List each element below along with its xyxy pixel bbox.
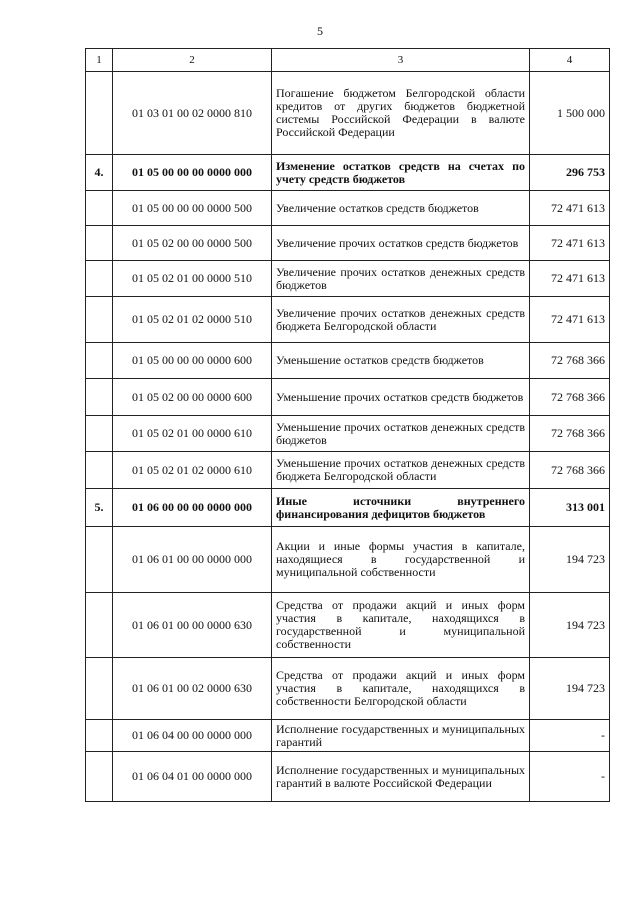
budget-code: 01 05 00 00 00 0000 600 [113,343,272,379]
table-row [86,752,610,802]
row-description: Увеличение прочих остатков денежных средств бюджетов [272,261,530,297]
row-amount: 194 723 [530,593,610,658]
budget-code: 01 06 04 01 00 0000 000 [113,752,272,802]
table-row [86,527,610,593]
table-row [86,261,610,297]
budget-code: 01 05 02 01 02 0000 510 [113,297,272,343]
row-number [86,658,113,720]
table-row [86,416,610,452]
row-amount: 194 723 [530,658,610,720]
table-row [86,297,610,343]
row-amount: 72 768 366 [530,343,610,379]
budget-code: 01 05 00 00 00 0000 500 [113,191,272,226]
row-amount: 313 001 [530,489,610,527]
row-number [86,191,113,226]
row-number [86,379,113,416]
row-description: Увеличение остатков средств бюджетов [272,191,530,226]
row-amount: - [530,720,610,752]
row-description: Уменьшение прочих остатков денежных средств бюджетов [272,416,530,452]
row-description: Увеличение прочих остатков денежных средств бюджета Белгородской области [272,297,530,343]
row-amount: 1 500 000 [530,72,610,155]
row-number: 5. [86,489,113,527]
row-amount: 72 768 366 [530,416,610,452]
table-row [86,658,610,720]
row-number [86,343,113,379]
table-row [86,155,610,191]
row-number: 4. [86,155,113,191]
table-row [86,343,610,379]
row-amount: 194 723 [530,527,610,593]
budget-code: 01 05 02 00 00 0000 600 [113,379,272,416]
row-amount: 72 471 613 [530,297,610,343]
row-number [86,527,113,593]
row-amount: 296 753 [530,155,610,191]
row-description: Акции и иные формы участия в капитале, находящиеся в государственной и муниципальной собственности [272,527,530,593]
column-header-3: 3 [272,49,530,72]
row-amount: - [530,752,610,802]
budget-code: 01 06 01 00 02 0000 630 [113,658,272,720]
table-row [86,379,610,416]
row-amount: 72 471 613 [530,226,610,261]
row-description: Погашение бюджетом Белгородской области кредитов от других бюджетов бюджетной системы Российской Федерации в валюте Российской Федерации [272,72,530,155]
table-row [86,191,610,226]
budget-code: 01 06 00 00 00 0000 000 [113,489,272,527]
row-number [86,720,113,752]
row-amount: 72 471 613 [530,191,610,226]
row-description: Исполнение государственных и муниципальных гарантий [272,720,530,752]
column-header-2: 2 [113,49,272,72]
budget-code: 01 06 01 00 00 0000 000 [113,527,272,593]
table-row [86,226,610,261]
column-header-4: 4 [530,49,610,72]
row-description: Уменьшение прочих остатков денежных средств бюджета Белгородской области [272,452,530,489]
sources-financing-table [85,48,610,802]
row-description: Средства от продажи акций и иных форм участия в капитале, находящихся в собственности Белгородской области [272,658,530,720]
row-amount: 72 768 366 [530,379,610,416]
budget-code: 01 05 00 00 00 0000 000 [113,155,272,191]
row-number [86,593,113,658]
row-description: Увеличение прочих остатков средств бюджетов [272,226,530,261]
table-row [86,72,610,155]
table-row [86,720,610,752]
budget-code: 01 05 02 01 02 0000 610 [113,452,272,489]
row-number [86,72,113,155]
table-row [86,452,610,489]
row-number [86,297,113,343]
row-number [86,416,113,452]
row-number [86,752,113,802]
row-description: Средства от продажи акций и иных форм участия в капитале, находящихся в государственной и муниципальной собственности [272,593,530,658]
budget-code: 01 06 01 00 00 0000 630 [113,593,272,658]
budget-code: 01 05 02 01 00 0000 610 [113,416,272,452]
row-number [86,452,113,489]
table-row [86,489,610,527]
row-amount: 72 768 366 [530,452,610,489]
row-amount: 72 471 613 [530,261,610,297]
table-row [86,593,610,658]
page-number: 5 [317,24,323,38]
budget-code: 01 03 01 00 02 0000 810 [113,72,272,155]
column-header-1: 1 [86,49,113,72]
row-description: Уменьшение остатков средств бюджетов [272,343,530,379]
row-number [86,226,113,261]
table-header-row [86,49,610,72]
row-description: Изменение остатков средств на счетах по учету средств бюджетов [272,155,530,191]
row-description: Иные источники внутреннего финансирования дефицитов бюджетов [272,489,530,527]
budget-code: 01 05 02 01 00 0000 510 [113,261,272,297]
row-number [86,261,113,297]
budget-code: 01 06 04 00 00 0000 000 [113,720,272,752]
row-description: Исполнение государственных и муниципальных гарантий в валюте Российской Федерации [272,752,530,802]
budget-code: 01 05 02 00 00 0000 500 [113,226,272,261]
row-description: Уменьшение прочих остатков средств бюджетов [272,379,530,416]
